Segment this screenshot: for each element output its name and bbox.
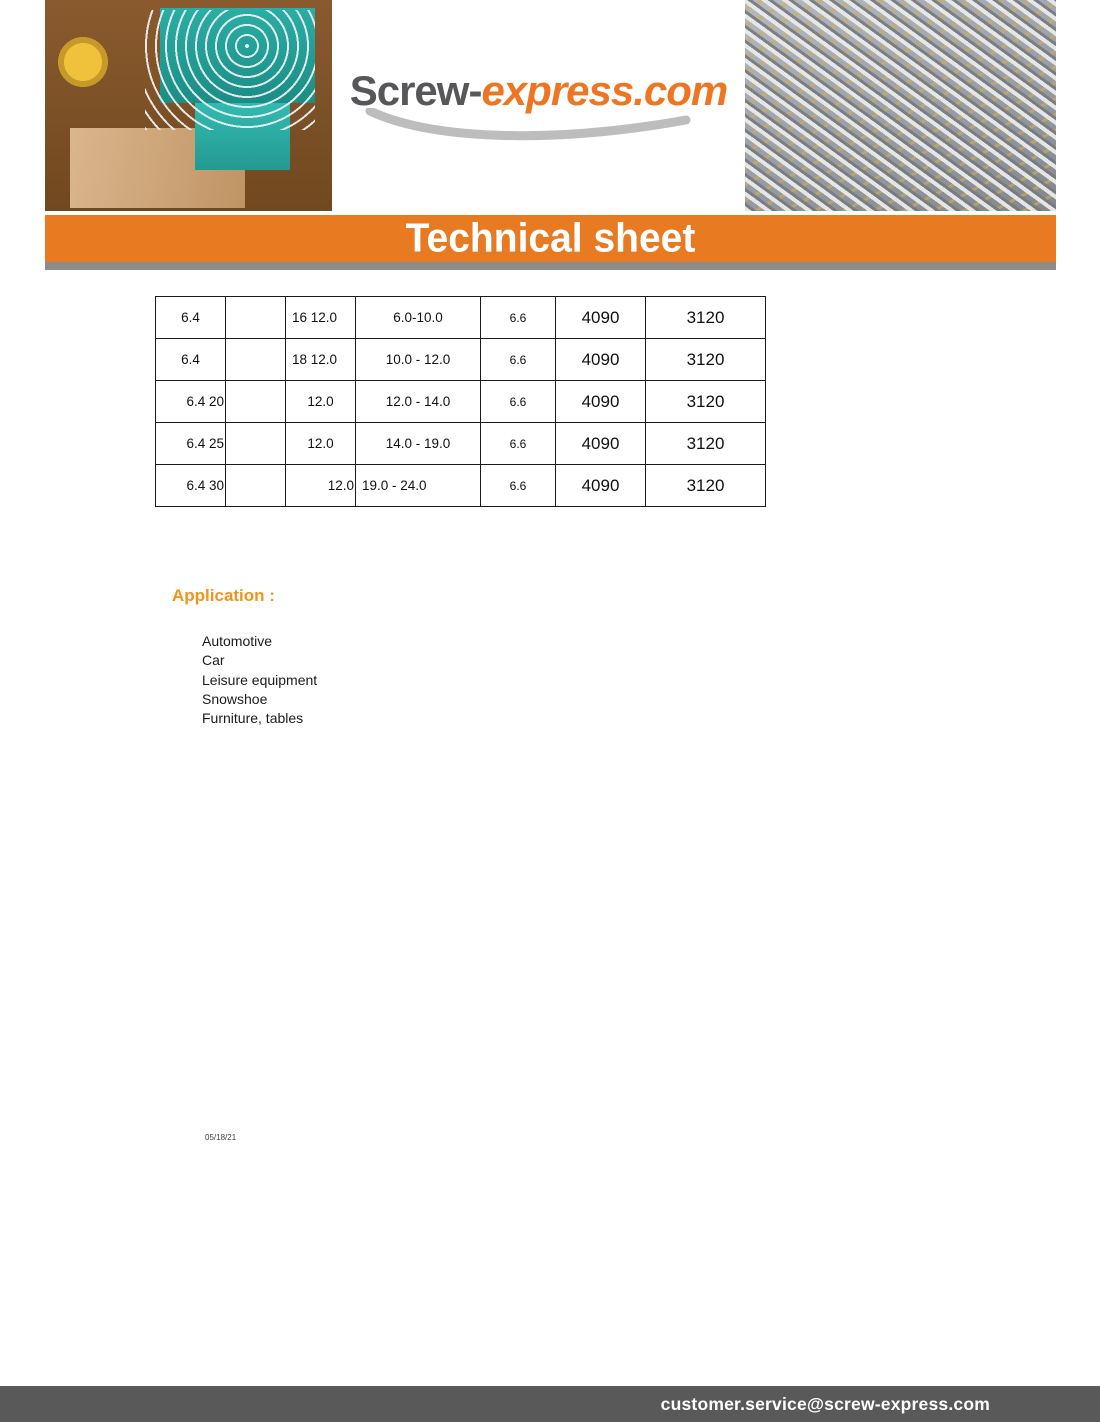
table-row <box>156 465 766 507</box>
brand-name <box>349 66 728 114</box>
table-cell: 12.0 <box>286 465 356 507</box>
table-cell: 14.0 - 19.0 <box>356 423 481 465</box>
table-cell: 3120 <box>646 423 766 465</box>
table-row <box>156 297 766 339</box>
table-cell: 6.0-10.0 <box>356 297 481 339</box>
table-cell: 12.0 <box>286 381 356 423</box>
application-heading: Application : <box>172 586 275 605</box>
table-cell: 6.6 <box>481 465 556 507</box>
application-item: Snowshoe <box>202 690 268 707</box>
technical-sheet-banner <box>45 215 1056 262</box>
application-item: Automotive <box>202 633 273 649</box>
brand-name-secondary: express.com <box>481 66 728 114</box>
table-cell <box>226 423 286 465</box>
table-cell: 18 12.0 <box>286 339 356 381</box>
application-item: Leisure equipment <box>202 671 318 688</box>
table-cell: 4090 <box>556 339 646 381</box>
table-cell: 6.6 <box>481 423 556 465</box>
table-cell <box>226 297 286 339</box>
table-cell: 4090 <box>556 381 646 423</box>
table-cell <box>226 339 286 381</box>
brand-logo <box>332 0 745 211</box>
table-cell: 6.4 <box>156 297 226 339</box>
table-cell: 6.6 <box>481 339 556 381</box>
application-list <box>202 632 317 728</box>
swoosh-icon <box>362 108 692 142</box>
application-item: Furniture, tables <box>202 710 304 727</box>
table-cell: 12.0 - 14.0 <box>356 381 481 423</box>
table-cell: 4090 <box>556 297 646 339</box>
screws-photo <box>745 0 1056 211</box>
page-title: Technical sheet <box>405 215 696 261</box>
table-cell: 4090 <box>556 423 646 465</box>
table-cell: 10.0 - 12.0 <box>356 339 481 381</box>
table-cell: 16 12.0 <box>286 297 356 339</box>
spec-table <box>155 296 766 507</box>
table-cell <box>226 381 286 423</box>
table-cell <box>226 465 286 507</box>
table-cell: 6.6 <box>481 297 556 339</box>
footer-email: customer.service@screw-express.com <box>660 1393 990 1414</box>
table-cell: 6.4 20 <box>156 381 226 423</box>
table-cell: 6.4 30 <box>156 465 226 507</box>
footer-bar <box>0 1386 1100 1422</box>
workbench-photo <box>45 0 332 211</box>
table-cell: 3120 <box>646 297 766 339</box>
table-row <box>156 339 766 381</box>
table-cell: 3120 <box>646 339 766 381</box>
table-cell: 6.4 25 <box>156 423 226 465</box>
brand-name-primary: Screw- <box>349 66 482 114</box>
table-cell: 4090 <box>556 465 646 507</box>
table-cell: 19.0 - 24.0 <box>356 465 481 507</box>
table-cell: 3120 <box>646 465 766 507</box>
table-row <box>156 423 766 465</box>
table-cell: 12.0 <box>286 423 356 465</box>
divider-bar <box>45 262 1056 270</box>
revision-date: 05/18/21 <box>205 1133 237 1142</box>
table-cell: 3120 <box>646 381 766 423</box>
table-cell: 6.4 <box>156 339 226 381</box>
table-cell: 6.6 <box>481 381 556 423</box>
application-item: Car <box>202 652 225 669</box>
table-row <box>156 381 766 423</box>
